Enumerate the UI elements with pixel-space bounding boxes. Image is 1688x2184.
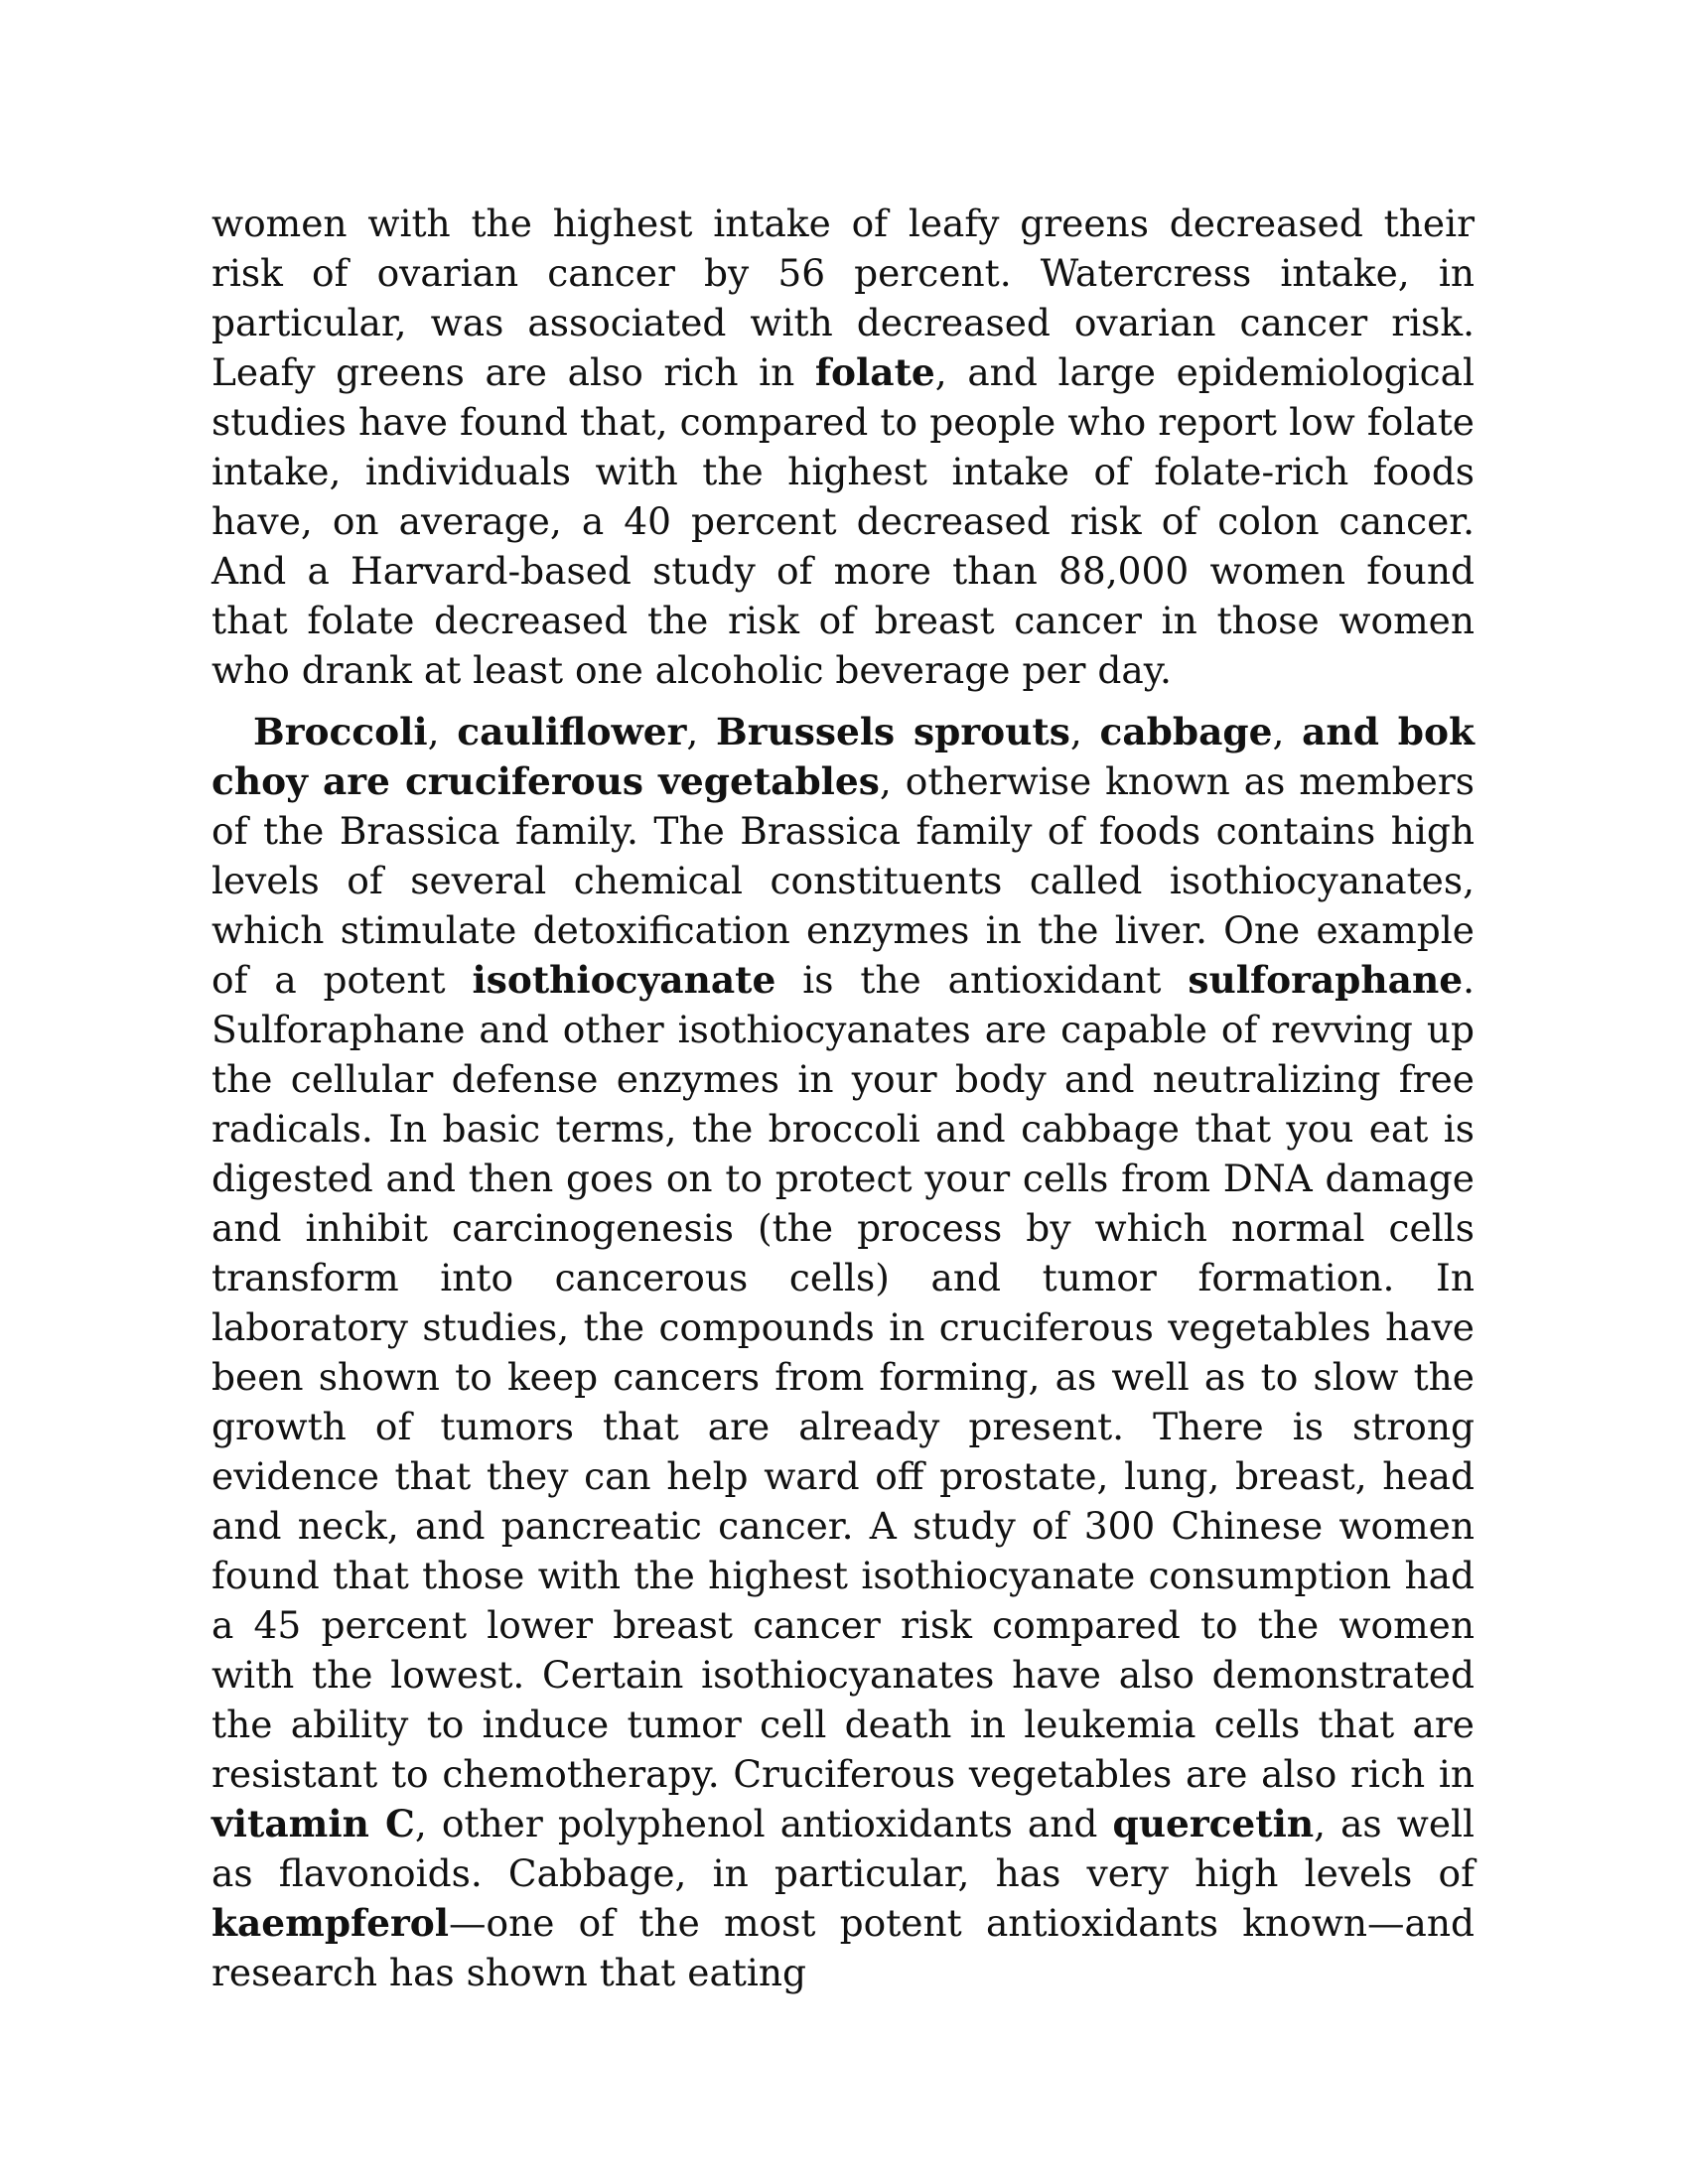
- paragraph-leafy-greens: [211, 199, 1475, 695]
- bold-term-cabbage: cabbage: [1099, 710, 1273, 753]
- bold-term-brussels-sprouts: Brussels sprouts: [716, 710, 1070, 753]
- text-run: ,: [1272, 710, 1303, 753]
- bold-term-kaempferol: kaempferol: [211, 1901, 450, 1945]
- bold-term-broccoli: Broccoli: [253, 710, 428, 753]
- bold-term-sulforaphane: sulforaphane: [1188, 958, 1464, 1002]
- bold-term-quercetin: quercetin: [1112, 1802, 1315, 1845]
- bold-term-vitamin-c: vitamin C: [211, 1802, 415, 1845]
- text-run: . Sulforaphane and other isothiocyanates are capable of revving up the cellular defense enzymes in your body and neutralizing free radicals. In basic terms, the broccoli and cabbage that you eat is digested and then goes on to protect your cells from DNA damage and inhibit carcinogenesis (the process by which normal cells transform into cancerous cells) and tumor formation. In laboratory studies, the compounds in cruciferous vegetables have been shown to keep cancers from forming, as well as to slow the growth of tumors that are already present. There is strong evidence that they can help ward off prostate, lung, breast, head and neck, and pancreatic cancer. A study of 300 Chinese women found that those with the highest isothiocyanate consumption had a 45 percent lower breast cancer risk compared to the women with the lowest. Certain isothiocyanates have also demonstrated the ability to induce tumor cell death in leukemia cells that are resistant to chemotherapy. Cruciferous vegetables are also rich in: [211, 958, 1475, 1796]
- bold-term-bok-choy-cruciferous: and bok choy are cruciferous vegetables: [211, 710, 1475, 803]
- text-run: —one of the most potent antioxidants known—and research has shown that eating: [211, 1901, 1475, 1994]
- text-run: , other polyphenol antioxidants and: [414, 1802, 1113, 1845]
- bold-term-isothiocyanate: isothiocyanate: [472, 958, 776, 1002]
- document-page: [211, 199, 1475, 1997]
- bold-term-folate: folate: [814, 350, 935, 394]
- text-run: ,: [427, 710, 458, 753]
- text-run: ,: [686, 710, 717, 753]
- text-run: , otherwise known as members of the Brassica family. The Brassica family of foods contains high levels of several chemical constituents called isothiocyanates, which stimulate detoxification enzymes in the liver. One example of a potent: [211, 759, 1475, 1002]
- paragraph-cruciferous: [211, 707, 1475, 1997]
- text-run: , as well as flavonoids. Cabbage, in particular, has very high levels of: [211, 1802, 1476, 1895]
- text-run: is the antioxidant: [775, 958, 1189, 1002]
- bold-term-cauliflower: cauliflower: [457, 710, 687, 753]
- text-run: women with the highest intake of leafy greens decreased their risk of ovarian cancer by 56 percent. Watercress intake, in particular, was associated with decreased ovarian cancer risk. Leafy greens are also rich in: [211, 202, 1475, 394]
- text-run: , and large epidemiological studies have found that, compared to people who report low folate intake, individuals with the highest intake of folate-rich foods have, on average, a 40 percent decreased risk of colon cancer. And a Harvard-based study of more than 88,000 women found that folate decreased the risk of breast cancer in those women who drank at least one alcoholic beverage per day.: [211, 350, 1476, 692]
- text-run: ,: [1069, 710, 1100, 753]
